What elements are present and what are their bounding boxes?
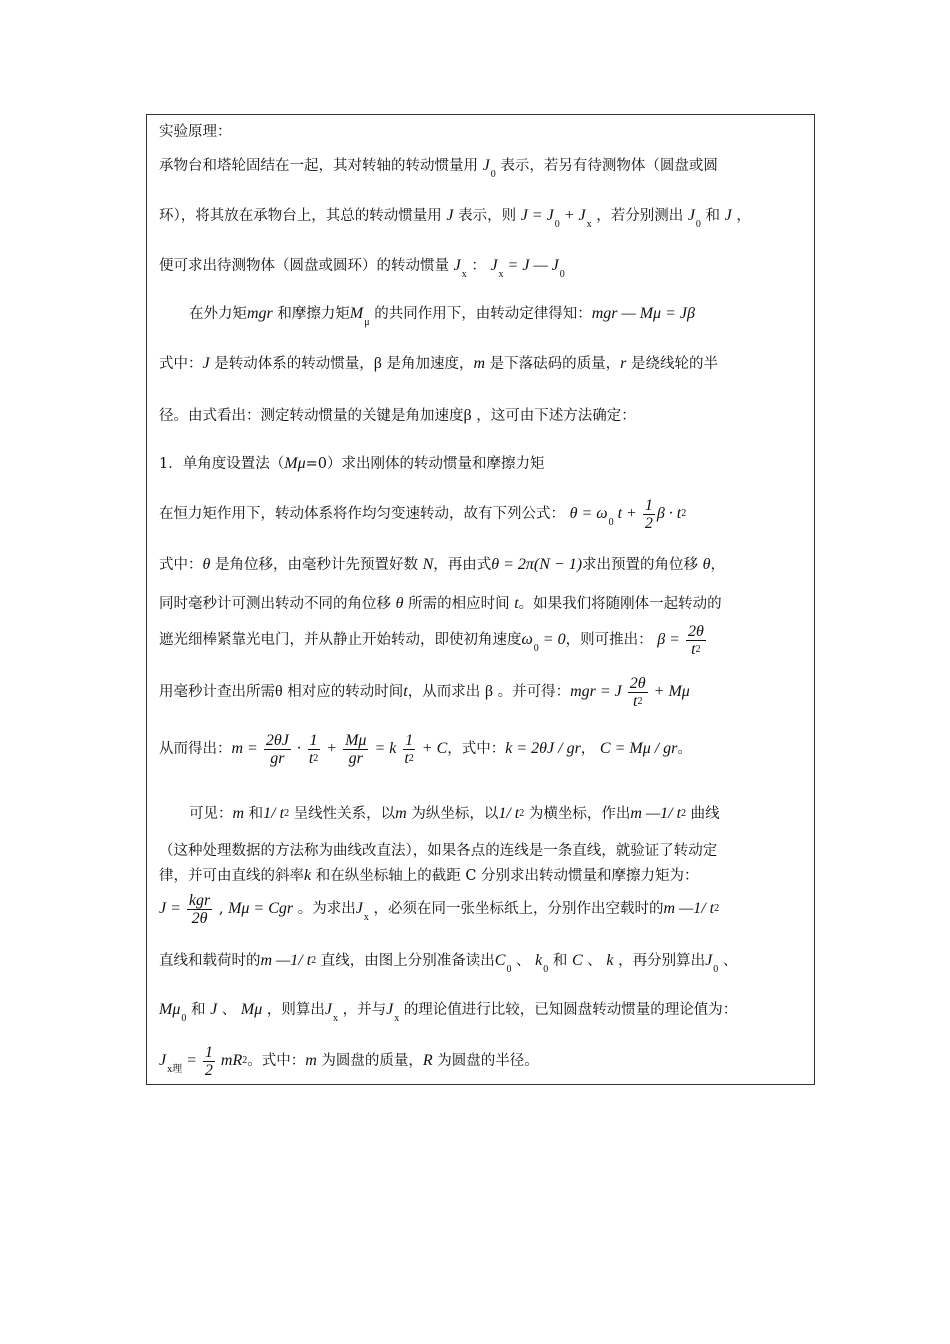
text: 遮光细棒紧靠光电门，并从静止开始转动，即使初角速度 (159, 632, 522, 648)
line-18: J = $\frac{\text{kgr}}{2\theta}$ , Mμ = Cgr 。为求出$J_x$ ，必须在同一张坐标纸上，分别作出空载时的m —1/ $t^2$ (159, 891, 720, 927)
text: 曲线 (690, 806, 720, 822)
text: 是角位移，由毫秒计先预置好数 (214, 557, 418, 573)
formula: θ (702, 556, 711, 573)
line-13 (159, 673, 690, 711)
text: 在外力矩 (189, 306, 247, 322)
line-3: 环），将其放在承物台上，其总的转动惯量用 J 表示，则 $J = J_0 + J_x$ ，若分别测出 $J_0$ 和 J ， (159, 207, 751, 230)
formula: mgr = J $\frac{2\theta}{t^2}$ + Mμ (570, 674, 690, 710)
formula: C = Mμ / gr (599, 740, 678, 757)
text: ，这可由下述方法确定： (476, 408, 636, 424)
text: 相对应的转动时间 (287, 684, 404, 700)
formula: $J_0$ (705, 952, 719, 975)
text: ，从而求出 (407, 684, 481, 700)
formula: t (514, 595, 519, 612)
formula: m (232, 805, 245, 822)
formula: J (210, 1001, 218, 1018)
text: 为横坐标，作出 (528, 806, 631, 822)
line-14: 从而得出：m = $\frac{2\theta J}{gr}$ · $\frac{1}{t^2}$ + $\frac{M\mu}{gr}$ = k $\frac{1}{t^2}$ + C，式中：k = 2θJ / gr， C = Mμ / gr。 (159, 731, 692, 767)
line-9 (159, 497, 686, 540)
text: ，则算出 (266, 1002, 325, 1018)
formula: C (572, 952, 583, 969)
text: 为求出 (312, 901, 356, 917)
text: 表示，若另有待测物体（圆盘或圆 (500, 158, 718, 174)
line-16 (159, 842, 717, 860)
formula: Mμ (240, 1001, 263, 1018)
formula: m (305, 1052, 317, 1069)
formula: R (422, 1052, 433, 1069)
line-10: 式中：θ 是角位移，由毫秒计先预置好数 N，再由式θ = 2π(N − 1)求出预置的角位移 θ， (159, 556, 726, 573)
formula: $J_x = J$ — $J_0$ (490, 257, 565, 280)
line-8 (159, 455, 544, 473)
text: 是绕线轮的半 (630, 356, 718, 372)
formula: β (373, 355, 382, 372)
text: 从而得出： (159, 741, 232, 757)
formula: 1/ $t^2$ (498, 805, 525, 822)
section-title (159, 123, 232, 141)
text: ，再由式 (433, 557, 492, 573)
text: 是下落砝码的质量， (489, 356, 621, 372)
text: 和在纵坐标轴上的截距 C 分别求出转动惯量和摩擦力矩为： (315, 868, 699, 884)
formula: J (202, 355, 210, 372)
text: 用毫秒计查出所需 (159, 684, 275, 700)
formula: $C_0$ (494, 952, 512, 975)
formula: $J_0$ (482, 157, 496, 180)
formula: θ (275, 683, 283, 700)
line-21 (159, 1041, 539, 1090)
line-6 (159, 355, 718, 373)
formula: $k_0$ (535, 952, 549, 975)
formula: m —1/ $t^2$ (260, 952, 317, 969)
text: 1．单角度设置法（ (159, 456, 285, 472)
text: 呈线性关系，以 (293, 806, 396, 822)
line-20: $M\mu_0$ 和 J 、 Mμ ，则算出$J_x$ ，并与$J_x$ 的理论值进行比较，已知圆盘转动惯量的理论值为： (159, 1001, 738, 1024)
formula: $J_{x理}$ = $\frac{1}{2}$ $mR^2$ (159, 1043, 248, 1079)
formula: Mμ = Cgr (228, 900, 294, 917)
line-5 (189, 305, 695, 332)
text: ，则可推出： (565, 632, 653, 648)
formula: m —1/ $t^2$ (630, 805, 687, 822)
text: 同时毫秒计可测出转动不同的角位移 (159, 596, 391, 612)
formula: J (724, 207, 732, 224)
formula: $\omega_0 = 0$ (521, 631, 566, 654)
formula: $J_x$ (453, 257, 467, 280)
text: 的共同作用下，由转动定律得知： (374, 306, 592, 322)
text: 在恒力矩作用下，转动体系将作均匀变速转动，故有下列公式： (159, 506, 565, 523)
formula: J (446, 207, 454, 224)
line-17 (159, 867, 699, 885)
text: 直线和载荷时的 (159, 953, 261, 969)
text: 承物台和塔轮固结在一起，其对转轴的转动惯量用 (159, 158, 478, 174)
text: 和 (190, 1002, 206, 1018)
text: =0）求出刚体的转动惯量和摩擦力矩 (305, 456, 545, 472)
text: 律，并可由直线的斜率 (159, 868, 304, 884)
formula: r (620, 355, 627, 372)
line-12 (159, 621, 708, 668)
formula: β (484, 683, 493, 700)
formula: β = $\frac{2\theta}{t^2}$ (657, 622, 704, 658)
formula: N (422, 556, 434, 573)
text: 。并可得： (497, 684, 571, 700)
line-4: 便可求出待测物体（圆盘或圆环）的转动惯量 $J_x$ ： $J_x = J$ — $J_0$ (159, 257, 565, 280)
text: ，必须在同一张坐标纸上，分别作出空载时的 (373, 901, 664, 917)
formula: m = $\frac{2\theta J}{gr}$ · $\frac{1}{t^2}$ + $\frac{M\mu}{gr}$ = k $\frac{1}{t^2}$ + C (231, 731, 448, 767)
line-2 (159, 157, 718, 184)
text: （这种处理数据的方法称为曲线改直法），如果各点的连线是一条直线，就验证了转动定 (159, 843, 718, 859)
text: 为纵坐标，以 (411, 806, 499, 822)
formula: 1/ $t^2$ (263, 805, 290, 822)
text: 是转动体系的转动惯量， (214, 356, 374, 372)
formula: k (606, 952, 614, 969)
text: 为圆盘的半径。 (437, 1053, 539, 1069)
formula: mgr — Mμ = Jβ (591, 305, 695, 322)
formula: k = 2θJ / gr (505, 740, 581, 757)
formula: t (403, 683, 408, 700)
line-15 (189, 805, 720, 823)
formula: mgr (247, 305, 273, 322)
formula: Mμ (284, 455, 306, 472)
formula: $J = J_0 + J_x$ (520, 207, 592, 230)
text: ，式中： (447, 741, 506, 757)
formula: m (473, 355, 486, 372)
text: ，若分别测出 (596, 208, 684, 224)
principle-box (146, 114, 815, 1085)
text: 的理论值进行比较，已知圆盘转动惯量的理论值为： (403, 1002, 738, 1018)
text: 表示，则 (458, 208, 517, 224)
line-19: 直线和载荷时的m —1/ $t^2$ 直线，由图上分别准备读出$C_0$ 、 $k_0$ 和 C 、 k ，再分别算出$J_0$ 、 (159, 952, 738, 975)
text: 和 (705, 208, 721, 224)
text: 。如果我们将随刚体一起转动的 (518, 596, 722, 612)
text: 和摩擦力矩 (277, 306, 350, 322)
text: 直线，由图上分别准备读出 (320, 953, 495, 969)
text: 环），将其放在承物台上，其总的转动惯量用 (159, 208, 442, 224)
formula: β (463, 407, 472, 424)
text: 求出预置的角位移 (582, 557, 699, 573)
formula: θ = 2π(N − 1) (491, 556, 583, 573)
formula: $\theta = \omega_0$ t + $\frac{1}{2}$ $\beta \cdot t^2$ (569, 497, 687, 532)
text: 所需的相应时间 (408, 596, 510, 612)
formula: $J_0$ (687, 207, 701, 230)
text: 式中： (159, 557, 203, 573)
text: 实验原理： (159, 124, 232, 140)
text: 。式中： (247, 1053, 306, 1069)
text: 为圆盘的质量， (321, 1053, 423, 1069)
text: ，再分别算出 (618, 953, 706, 969)
text: 便可求出待测物体（圆盘或圆环）的转动惯量 (159, 258, 449, 274)
line-11 (159, 595, 722, 613)
formula: θ (202, 556, 211, 573)
text: ，并与 (342, 1002, 387, 1018)
formula: J = $\frac{\text{kgr}}{2\theta}$ (159, 891, 211, 927)
formula: m (395, 805, 407, 822)
formula: $J_x$ (355, 900, 369, 923)
formula: θ (395, 595, 404, 612)
text: 可见： (189, 806, 233, 822)
formula: $J_x$ (386, 1001, 400, 1024)
line-7 (159, 407, 636, 425)
text: 和 (248, 806, 264, 822)
formula: $M_\mu$ (349, 305, 370, 328)
text: 是角加速度， (386, 356, 474, 372)
text: 式中： (159, 356, 203, 372)
formula: $M\mu_0$ (159, 1001, 187, 1024)
formula: m —1/ $t^2$ (663, 900, 720, 917)
formula: $J_x$ (324, 1001, 338, 1024)
text: 径。由式看出：测定转动惯量的关键是角加速度 (159, 408, 464, 424)
formula: k (304, 867, 312, 884)
